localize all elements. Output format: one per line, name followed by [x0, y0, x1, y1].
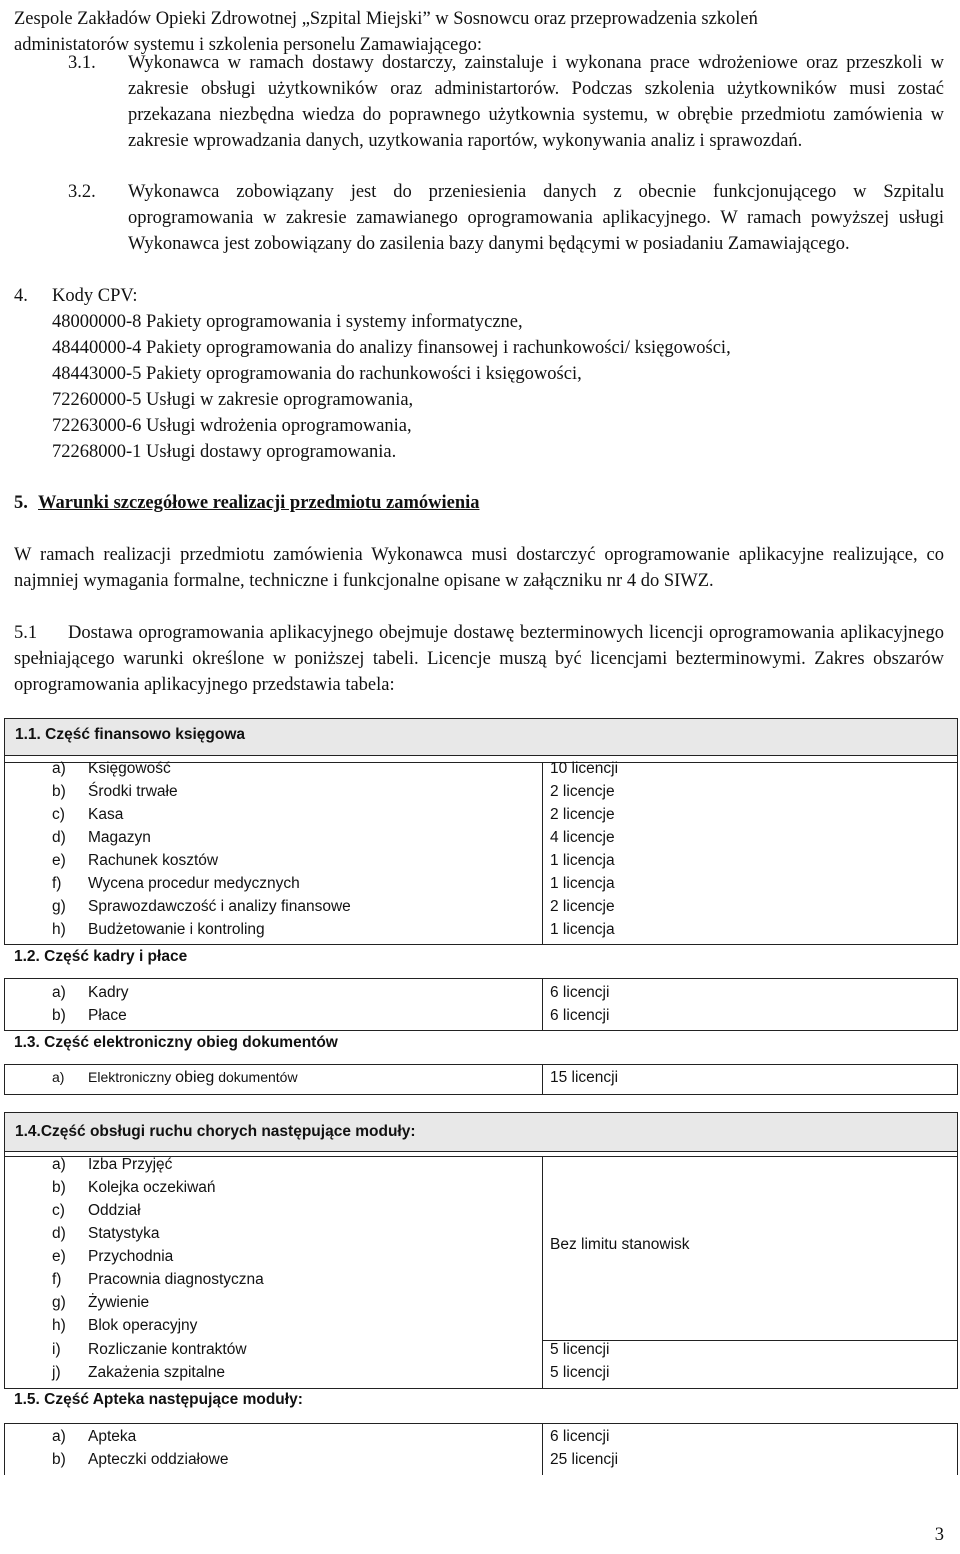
table-row: a) Kadry 6 licencji	[52, 984, 610, 1001]
section-header-1-5: 1.5. Część Apteka następujące moduły:	[14, 1391, 303, 1408]
table-row: h) Blok operacyjny	[52, 1317, 198, 1334]
section-5-title: Warunki szczegółowe realizacji przedmiotu zamówienia	[38, 493, 480, 513]
intro-line-1: Zespole Zakładów Opieki Zdrowotnej „Szpital Miejski” w Sosnowcu oraz przeprowadzenia szkoleń	[14, 9, 758, 29]
section-5-1-number: 5.1	[14, 623, 38, 643]
table-row: b) Apteczki oddziałowe 25 licencji	[52, 1451, 619, 1468]
table-row: j) Zakażenia szpitalne 5 licencji	[52, 1364, 610, 1381]
table-row: f) Wycena procedur medycznych 1 licencja	[52, 875, 615, 892]
table-row: b) Kolejka oczekiwań	[52, 1179, 216, 1196]
cpv-code: 72263000-6 Usługi wdrożenia oprogramowania,	[52, 416, 412, 436]
cpv-code: 48000000-8 Pakiety oprogramowania i systemy informatyczne,	[52, 312, 523, 332]
table-row: a) Apteka 6 licencji	[52, 1428, 610, 1445]
cpv-code: 48440000-4 Pakiety oprogramowania do analizy finansowej i rachunkowości/ księgowości,	[52, 338, 731, 358]
table-row: g) Żywienie	[52, 1294, 150, 1311]
table-row: c) Oddział	[52, 1202, 141, 1219]
table-row: e) Rachunek kosztów 1 licencja	[52, 852, 615, 869]
table-row: b) Płace 6 licencji	[52, 1007, 610, 1024]
table-row: h) Budżetowanie i kontroling 1 licencja	[52, 921, 615, 938]
section-4-title: Kody CPV:	[52, 286, 138, 306]
table-row: b) Środki trwałe 2 licencje	[52, 783, 615, 800]
table-row: d) Statystyka	[52, 1225, 160, 1242]
section-header-1-4	[4, 1112, 958, 1152]
section-4-number: 4.	[14, 286, 28, 306]
cpv-code: 48443000-5 Pakiety oprogramowania do rachunkowości i księgowości,	[52, 364, 582, 384]
table-row: a) Elektroniczny obieg dokumentów 15 licencji	[52, 1069, 619, 1086]
table-row: d) Magazyn 4 licencje	[52, 829, 615, 846]
section-5-1-paragraph: Dostawa oprogramowania aplikacyjnego obejmuje dostawę bezterminowych licencji oprogramowania aplikacyjnego spełniającego warunki określone w poniższej tabeli. Licencje muszą być licencjami bezterminowymi. Zakres obszarów oprogramowania aplikacyjnego przedstawia tabela:	[14, 623, 944, 695]
cpv-code: 72268000-1 Usługi dostawy oprogramowania.	[52, 442, 397, 462]
cpv-code: 72260000-5 Usługi w zakresie oprogramowania,	[52, 390, 414, 410]
section-header-1-1	[4, 718, 958, 756]
item-3-1-number: 3.1.	[68, 53, 96, 73]
table-row: f) Pracownia diagnostyczna	[52, 1271, 264, 1288]
table-row: a) Księgowość 10 licencji	[52, 760, 619, 777]
item-3-2-number: 3.2.	[68, 182, 96, 202]
section-header-1-2: 1.2. Część kadry i płace	[14, 948, 188, 965]
item-3-1-text: Wykonawca w ramach dostawy dostarczy, zainstaluje i wykonana prace wdrożeniowe oraz przeszkoli w zakresie obsługi użytkowników oraz administartorów. Podczas szkolenia użytkowników musi zostać przekazana niezbędna wiedza do poprawnego użytkownia systemu, w obrębie przedmiotu zamówienia w zakresie wprowadzania danych, uzytkowania raportów, wykonywania analiz i sprawozdań.	[128, 53, 944, 151]
table-row: g) Sprawozdawczość i analizy finansowe 2 licencje	[52, 898, 615, 915]
table-row: c) Kasa 2 licencje	[52, 806, 615, 823]
table-row: i) Rozliczanie kontraktów 5 licencji	[52, 1341, 610, 1358]
page-number: 3	[934, 1525, 944, 1545]
intro-line-2: administatorów systemu i szkolenia personelu Zamawiającego:	[14, 35, 483, 55]
section-title: 1.1. Część finansowo księgowa	[15, 726, 245, 743]
table-row: a) Izba Przyjęć	[52, 1156, 173, 1173]
item-3-2-text: Wykonawca zobowiązany jest do przeniesienia danych z obecnie funkcjonującego w Szpitalu oprogramowania w zakresie zamawianego oprogramowania aplikacyjnego. W ramach powyższej usługi Wykonawca jest zobowiązany do zasilenia bazy danymi będącymi w posiadaniu Zamawiającego.	[128, 182, 944, 254]
section-header-1-3: 1.3. Część elektroniczny obieg dokumentów	[14, 1034, 338, 1051]
table-row: e) Przychodnia	[52, 1248, 174, 1265]
merged-license-cell: Bez limitu stanowisk	[550, 1236, 690, 1253]
section-title: 1.4.Część obsługi ruchu chorych następujące moduły:	[15, 1123, 416, 1140]
section-5-paragraph: W ramach realizacji przedmiotu zamówienia Wykonawca musi dostarczyć oprogramowanie aplikacyjne realizujące, co najmniej wymagania formalne, techniczne i funkcjonalne opisane w załączniku nr 4 do SIWZ.	[14, 545, 944, 591]
section-5-number: 5.	[14, 493, 28, 513]
